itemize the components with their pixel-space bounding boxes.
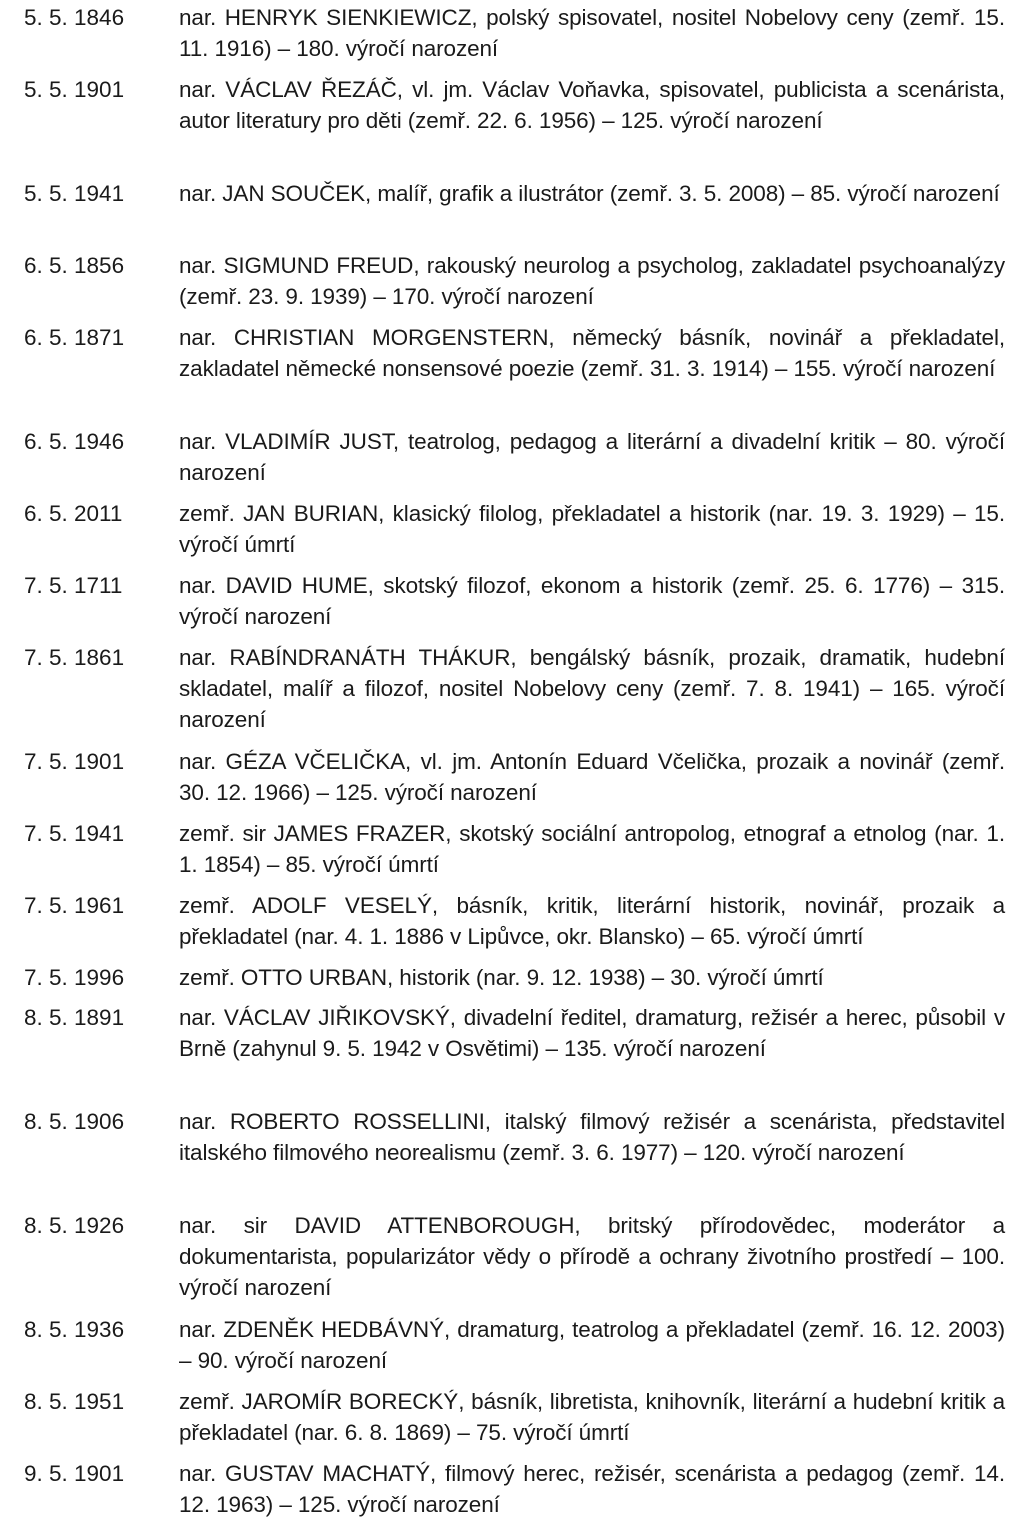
entry-date: 6. 5. 2011 <box>24 501 123 526</box>
list-item <box>0 570 1020 642</box>
list-item <box>0 1106 1020 1210</box>
entry-text: zemř. JAN BURIAN, klasický filolog, překladatel a historik (nar. 19. 3. 1929) – 15. výročí úmrtí <box>179 501 1005 557</box>
entry-date: 9. 5. 1901 <box>24 1461 125 1486</box>
anniversary-list <box>0 2 1020 1530</box>
list-item <box>0 74 1020 178</box>
list-item <box>0 1314 1020 1386</box>
entry-text: zemř. JAROMÍR BORECKÝ, básník, libretista, knihovník, literární a hudební kritik a překladatel (nar. 6. 8. 1869) – 75. výročí úmrtí <box>179 1389 1005 1445</box>
list-item <box>0 642 1020 746</box>
list-item <box>0 1386 1020 1458</box>
list-item <box>0 178 1020 250</box>
entry-text: nar. SIGMUND FREUD, rakouský neurolog a psycholog, zakladatel psychoanalýzy (zemř. 23. 9. 1939) – 170. výročí narození <box>179 253 1005 309</box>
list-item <box>0 322 1020 426</box>
entry-text: nar. RABÍNDRANÁTH THÁKUR, bengálský básník, prozaik, dramatik, hudební skladatel, malíř a filozof, nositel Nobelovy ceny (zemř. 7. 8. 1941) – 165. výročí narození <box>179 645 1005 732</box>
entry-text: nar. VÁCLAV ŘEZÁČ, vl. jm. Václav Voňavka, spisovatel, publicista a scenárista, autor literatury pro děti (zemř. 22. 6. 1956) – 125. výročí narození <box>179 77 1005 133</box>
entry-text: zemř. ADOLF VESELÝ, básník, kritik, literární historik, novinář, prozaik a překladatel (nar. 4. 1. 1886 v Lipůvce, okr. Blansko) – 65. výročí úmrtí <box>179 893 1005 949</box>
entry-text: nar. VLADIMÍR JUST, teatrolog, pedagog a literární a divadelní kritik – 80. výročí narození <box>179 429 1005 485</box>
entry-date: 7. 5. 1961 <box>24 893 125 918</box>
entry-text: nar. DAVID HUME, skotský filozof, ekonom a historik (zemř. 25. 6. 1776) – 315. výročí narození <box>179 573 1005 629</box>
entry-date: 7. 5. 1996 <box>24 965 125 990</box>
list-item <box>0 250 1020 322</box>
list-item <box>0 890 1020 962</box>
list-item <box>0 2 1020 74</box>
entry-date: 5. 5. 1846 <box>24 5 125 30</box>
entry-text: nar. ZDENĚK HEDBÁVNÝ, dramaturg, teatrolog a překladatel (zemř. 16. 12. 2003) – 90. výročí narození <box>179 1317 1005 1373</box>
list-item <box>0 1002 1020 1106</box>
entry-date: 5. 5. 1941 <box>24 181 125 206</box>
entry-date: 6. 5. 1856 <box>24 253 125 278</box>
entry-date: 7. 5. 1901 <box>24 749 125 774</box>
list-item <box>0 818 1020 890</box>
entry-text: nar. GÉZA VČELIČKA, vl. jm. Antonín Eduard Včelička, prozaik a novinář (zemř. 30. 12. 1966) – 125. výročí narození <box>179 749 1005 805</box>
entry-date: 6. 5. 1946 <box>24 429 125 454</box>
entry-date: 8. 5. 1936 <box>24 1317 125 1342</box>
entry-text: nar. ROBERTO ROSSELLINI, italský filmový režisér a scenárista, představitel italského filmového neorealismu (zemř. 3. 6. 1977) – 120. výročí narození <box>179 1109 1005 1165</box>
list-item <box>0 962 1020 1002</box>
entry-date: 8. 5. 1951 <box>24 1389 125 1414</box>
entry-date: 8. 5. 1926 <box>24 1213 125 1238</box>
list-item <box>0 426 1020 498</box>
entry-date: 7. 5. 1711 <box>24 573 123 598</box>
entry-text: nar. JAN SOUČEK, malíř, grafik a ilustrátor (zemř. 3. 5. 2008) – 85. výročí narození <box>179 181 1000 206</box>
entry-date: 8. 5. 1906 <box>24 1109 125 1134</box>
list-item <box>0 498 1020 570</box>
entry-text: zemř. sir JAMES FRAZER, skotský sociální antropolog, etnograf a etnolog (nar. 1. 1. 1854) – 85. výročí úmrtí <box>179 821 1005 877</box>
entry-date: 6. 5. 1871 <box>24 325 125 350</box>
entry-text: nar. GUSTAV MACHATÝ, filmový herec, režisér, scenárista a pedagog (zemř. 14. 12. 1963) – 125. výročí narození <box>179 1461 1005 1517</box>
entry-text: nar. HENRYK SIENKIEWICZ, polský spisovatel, nositel Nobelovy ceny (zemř. 15. 11. 1916) – 180. výročí narození <box>179 5 1005 61</box>
entry-text: nar. VÁCLAV JIŘIKOVSKÝ, divadelní ředitel, dramaturg, režisér a herec, působil v Brně (zahynul 9. 5. 1942 v Osvětimi) – 135. výročí narození <box>179 1005 1005 1061</box>
entry-text: nar. CHRISTIAN MORGENSTERN, německý básník, novinář a překladatel, zakladatel německé nonsensové poezie (zemř. 31. 3. 1914) – 155. výročí narození <box>179 325 1005 381</box>
entry-date: 7. 5. 1861 <box>24 645 125 670</box>
entry-date: 5. 5. 1901 <box>24 77 125 102</box>
entry-text: nar. sir DAVID ATTENBOROUGH, britský přírodovědec, moderátor a dokumentarista, popularizátor vědy o přírodě a ochrany životního prostředí – 100. výročí narození <box>179 1213 1005 1300</box>
list-item <box>0 1210 1020 1314</box>
entry-date: 8. 5. 1891 <box>24 1005 125 1030</box>
entry-text: zemř. OTTO URBAN, historik (nar. 9. 12. 1938) – 30. výročí úmrtí <box>179 965 824 990</box>
entry-date: 7. 5. 1941 <box>24 821 125 846</box>
list-item <box>0 1458 1020 1530</box>
list-item <box>0 746 1020 818</box>
